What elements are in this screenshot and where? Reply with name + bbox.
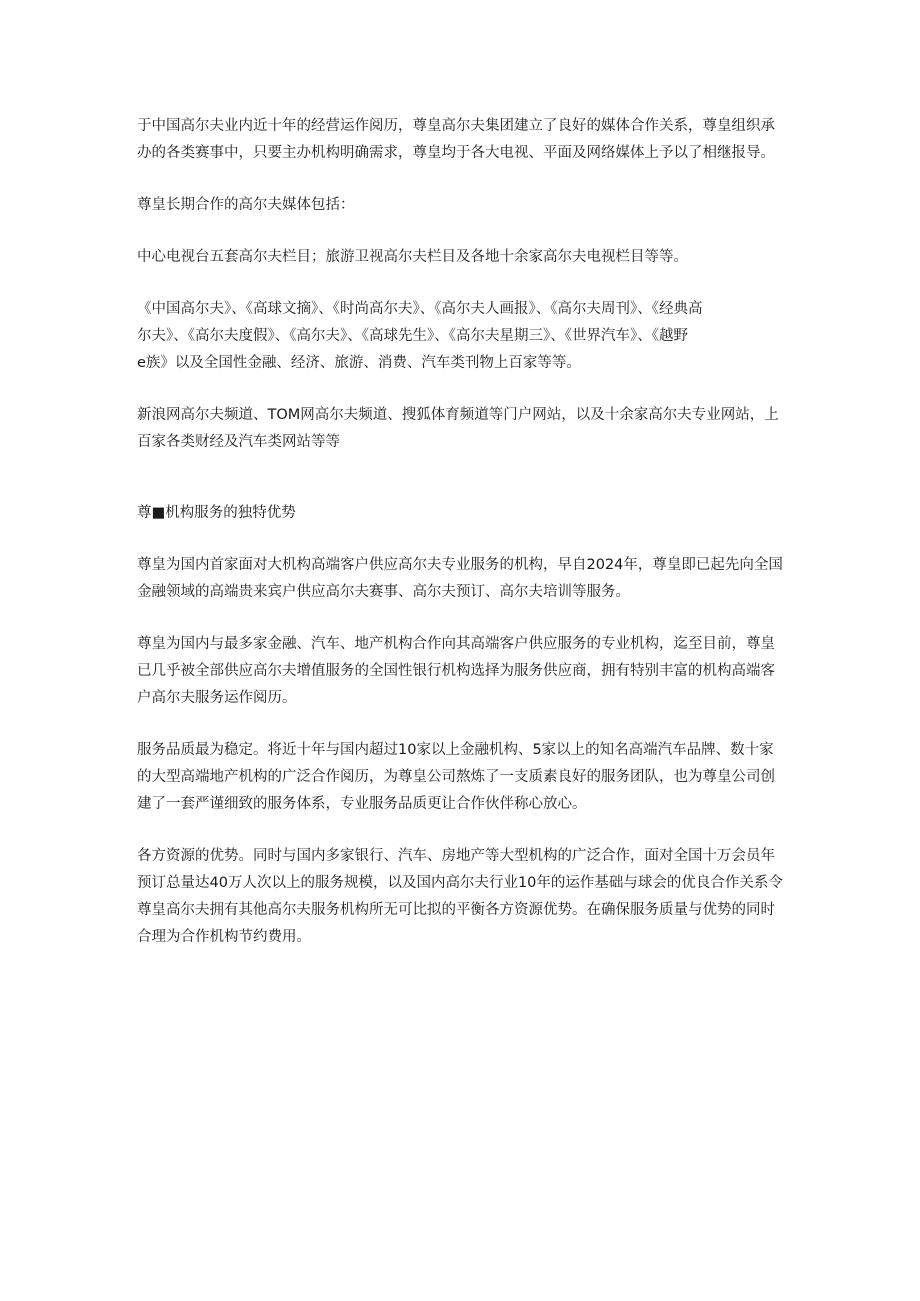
text-line: 于中国高尔夫业内近十年的经营运作阅历，尊皇高尔夫集团建立了良好的媒体合作关系，尊皇组织承 <box>137 118 775 134</box>
text-line: 新浪网高尔夫频道、TOM网高尔夫频道、搜狐体育频道等门户网站，以及十余家高尔夫专业网站，上 <box>137 407 779 423</box>
paragraph-tv-media <box>137 244 787 271</box>
paragraph-service-quality <box>137 737 787 818</box>
section-spacer <box>137 481 787 500</box>
text-line: 金融领域的高端贵来宾户供应高尔夫赛事、高尔夫预订、高尔夫培训等服务。 <box>137 584 630 600</box>
paragraph-media-relations <box>137 113 787 167</box>
text-line: 各方资源的优势。同时与国内多家银行、汽车、房地产等大型机构的广泛合作，面对全国十万会员年 <box>137 848 775 864</box>
text-line: 的大型高端地产机构的广泛合作阅历，为尊皇公司熬炼了一支质素良好的服务团队，也为尊皇公司创 <box>137 769 775 785</box>
section-heading <box>137 500 787 527</box>
text-line: 《中国高尔夫》、《高球文摘》、《时尚高尔夫》、《高尔夫人画报》、《高尔夫周刊》、《经典高 <box>137 301 703 317</box>
text-line: 预订总量达40万人次以上的服务规模，以及国内高尔夫行业10年的运作基础与球会的优良合作关系令 <box>137 875 783 891</box>
text-line: e族》以及全国性金融、经济、旅游、消费、汽车类刊物上百家等等。 <box>137 355 581 371</box>
text-line: 办的各类赛事中，只要主办机构明确需求，尊皇均于各大电视、平面及网络媒体上予以了相继报导。 <box>137 145 775 161</box>
paragraph-most-partners <box>137 631 787 712</box>
paragraph-resource-advantage <box>137 843 787 951</box>
text-line: 已几乎被全部供应高尔夫增值服务的全国性银行机构选择为服务供应商，拥有特别丰富的机构高端客 <box>137 663 775 679</box>
text-line: 尊皇长期合作的高尔夫媒体包括： <box>137 197 355 213</box>
heading-text: 尊■机构服务的独特优势 <box>137 505 296 521</box>
text-line: 百家各类财经及汽车类网站等等 <box>137 434 340 450</box>
paragraph-media-intro <box>137 192 787 219</box>
document-body <box>137 113 787 976</box>
paragraph-first-provider <box>137 552 787 606</box>
text-line: 中心电视台五套高尔夫栏目；旅游卫视高尔夫栏目及各地十余家高尔夫电视栏目等等。 <box>137 249 688 265</box>
text-line: 服务品质最为稳定。将近十年与国内超过10家以上金融机构、5家以上的知名高端汽车品牌、数十家 <box>137 742 774 758</box>
text-line: 尔夫》、《高尔夫度假》、《高尔夫》、《高球先生》、《高尔夫星期三》、《世界汽车》、《越野 <box>137 328 688 344</box>
paragraph-print-media <box>137 296 787 377</box>
text-line: 尊皇高尔夫拥有其他高尔夫服务机构所无可比拟的平衡各方资源优势。在确保服务质量与优势的同时 <box>137 902 775 918</box>
text-line: 尊皇为国内与最多家金融、汽车、地产机构合作向其高端客户供应服务的专业机构，迄至目前，尊皇 <box>137 636 775 652</box>
text-line: 建了一套严谨细致的服务体系，专业服务品质更让合作伙伴称心放心。 <box>137 796 587 812</box>
text-line: 尊皇为国内首家面对大机构高端客户供应高尔夫专业服务的机构，早自2024年，尊皇即已起先向全国 <box>137 557 783 573</box>
text-line: 合理为合作机构节约费用。 <box>137 929 311 945</box>
paragraph-web-media <box>137 402 787 456</box>
text-line: 户高尔夫服务运作阅历。 <box>137 690 297 706</box>
